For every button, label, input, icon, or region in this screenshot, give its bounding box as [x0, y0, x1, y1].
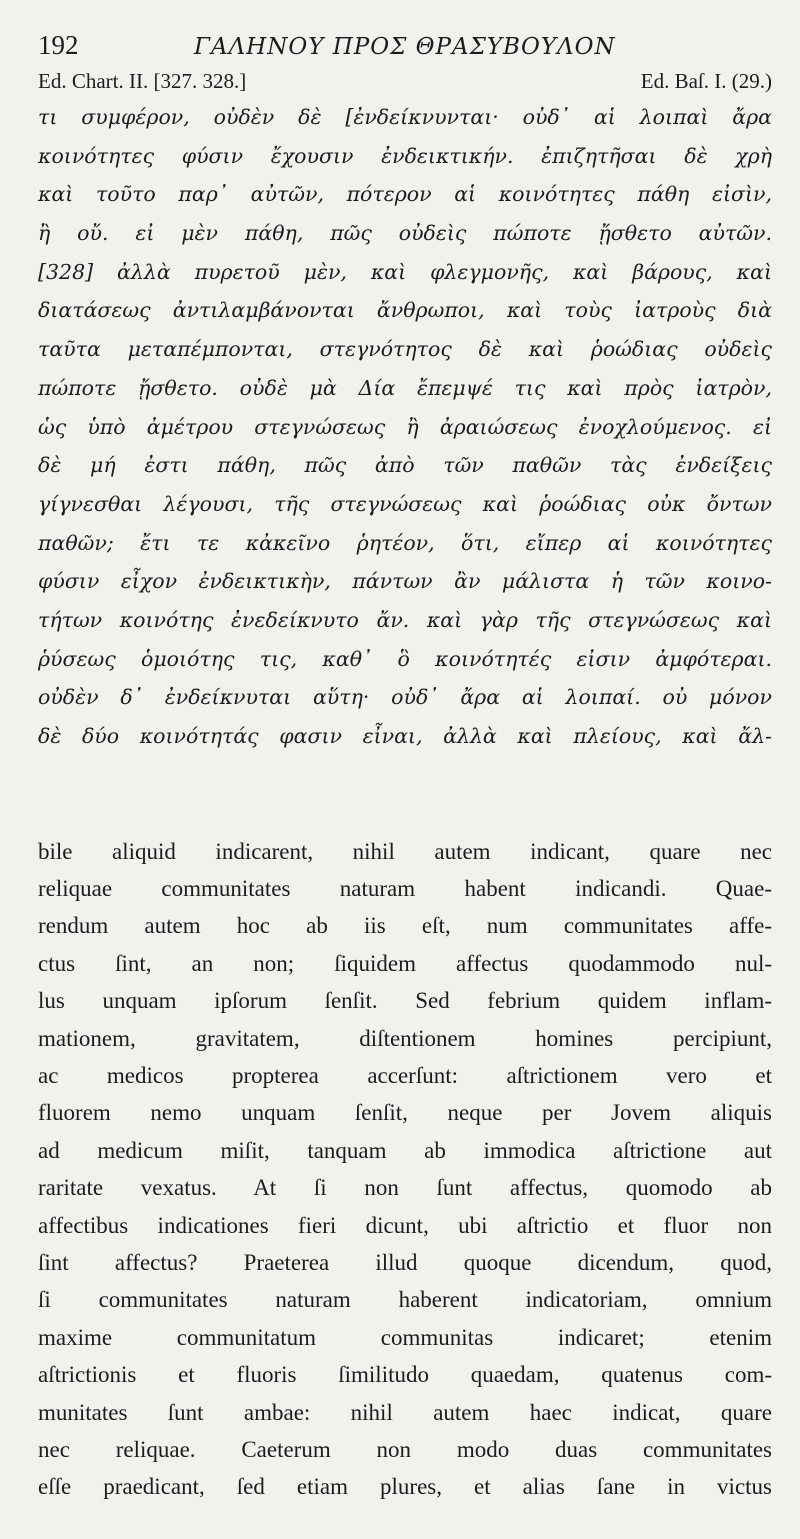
latin-line: raritate vexatus. At ſi non ſunt affectus, quomodo ab: [38, 1175, 772, 1201]
latin-line: bile aliquid indicarent, nihil autem indicant, quare nec: [38, 838, 772, 864]
greek-line: ῥύσεως ὁμοιότης τις, καθ᾽ ὃ κοινότητές εἰσιν ἀμφότεραι.: [38, 646, 772, 671]
latin-text-block: [38, 833, 772, 1506]
greek-line: διατάσεως ἀντιλαμβάνονται ἄνθρωποι, καὶ τοὺς ἰατροὺς διὰ: [38, 298, 772, 323]
edition-reference-right: Ed. Baſ. I. (29.): [640, 69, 772, 93]
greek-line: παθῶν; ἔτι τε κἀκεῖνο ῥητέον, ὅτι, εἴπερ αἱ κοινότητες: [38, 530, 772, 555]
section-gap: [38, 756, 772, 833]
latin-line: ac medicos propterea accerſunt: aſtrictionem vero et: [38, 1063, 772, 1089]
greek-line: δὲ μή ἐστι πάθη, πῶς ἀπὸ τῶν παθῶν τὰς ἐνδείξεις: [38, 453, 772, 478]
latin-line: nec reliquae. Caeterum non modo duas communitates: [38, 1436, 772, 1462]
greek-line: ἢ οὔ. εἰ μὲν πάθη, πῶς οὐδεὶς πώποτε ᾔσθετο αὐτῶν.: [38, 221, 772, 246]
greek-line: κοινότητες φύσιν ἔχουσιν ἐνδεικτικήν. ἐπιζητῆσαι δὲ χρὴ: [38, 143, 772, 168]
latin-line: aſtrictionis et fluoris ſimilitudo quaedam, quatenus com-: [38, 1362, 772, 1388]
edition-reference-left: Ed. Chart. II. [327. 328.]: [38, 69, 247, 93]
latin-line: munitates ſunt ambae: nihil autem haec indicat, quare: [38, 1399, 772, 1425]
page-number: 192: [38, 30, 79, 60]
latin-line: reliquae communitates naturam habent indicandi. Quae-: [38, 876, 772, 902]
greek-line: οὐδὲν δ᾽ ἐνδείκνυται αὕτη· οὐδ᾽ ἄρα αἱ λοιπαί. οὐ μόνον: [38, 685, 772, 710]
greek-line: [328] ἀλλὰ πυρετοῦ μὲν, καὶ φλεγμονῆς, καὶ βάρους, καὶ: [38, 259, 772, 284]
greek-line: καὶ τοῦτο παρ᾽ αὐτῶν, πότερον αἱ κοινότητες πάθη εἰσὶν,: [38, 182, 772, 207]
running-head: [38, 30, 772, 64]
latin-line: maxime communitatum communitas indicaret; etenim: [38, 1324, 772, 1350]
latin-line: lus unquam ipſorum ſenſit. Sed febrium quidem inflam-: [38, 988, 772, 1014]
greek-line: τι συμφέρον, οὐδὲν δὲ [ἐνδείκνυνται· οὐδ᾽ αἱ λοιπαὶ ἄρα: [38, 105, 772, 129]
greek-text-block: [38, 98, 772, 756]
greek-line: γίγνεσθαι λέγουσι, τῆς στεγνώσεως καὶ ῥοώδιας οὐκ ὄντων: [38, 491, 772, 516]
latin-line: ctus ſint, an non; ſiquidem affectus quodammodo nul-: [38, 950, 772, 976]
latin-line: ſint affectus? Praeterea illud quoque dicendum, quod,: [38, 1249, 772, 1275]
greek-line: πώποτε ᾔσθετο. οὐδὲ μὰ Δία ἔπεμψέ τις καὶ πρὸς ἰατρὸν,: [38, 375, 772, 400]
latin-line: eſſe praedicant, ſed etiam plures, et alias ſane in victus: [38, 1474, 772, 1500]
greek-line: φύσιν εἶχον ἐνδεικτικὴν, πάντων ἂν μάλιστα ἡ τῶν κοινο-: [38, 569, 772, 594]
latin-line: ſi communitates naturam haberent indicatoriam, omnium: [38, 1287, 772, 1313]
greek-line: ταῦτα μεταπέμπονται, στεγνότητος δὲ καὶ ῥοώδιας οὐδεὶς: [38, 337, 772, 362]
running-title: ΓΑΛΗΝΟΥ ΠΡΟΣ ΘΡΑΣΥΒΟΥΛΟΝ: [194, 34, 616, 60]
greek-line: τήτων κοινότης ἐνεδείκνυτο ἄν. καὶ γὰρ τῆς στεγνώσεως καὶ: [38, 607, 772, 632]
greek-line: δὲ δύο κοινότητάς φασιν εἶναι, ἀλλὰ καὶ πλείους, καὶ ἄλ-: [38, 724, 772, 748]
latin-line: ad medicum miſit, tanquam ab immodica aſtrictione aut: [38, 1137, 772, 1163]
latin-line: affectibus indicationes fieri dicunt, ubi aſtrictio et fluor non: [38, 1212, 772, 1238]
latin-line: mationem, gravitatem, diſtentionem homines percipiunt,: [38, 1025, 772, 1051]
greek-line: ὡς ὑπὸ ἀμέτρου στεγνώσεως ἢ ἀραιώσεως ἐνοχλούμενος. εἰ: [38, 414, 772, 439]
latin-line: fluorem nemo unquam ſenſit, neque per Jovem aliquis: [38, 1100, 772, 1126]
edition-reference-line: [38, 64, 772, 98]
latin-line: rendum autem hoc ab iis eſt, num communitates affe-: [38, 913, 772, 939]
